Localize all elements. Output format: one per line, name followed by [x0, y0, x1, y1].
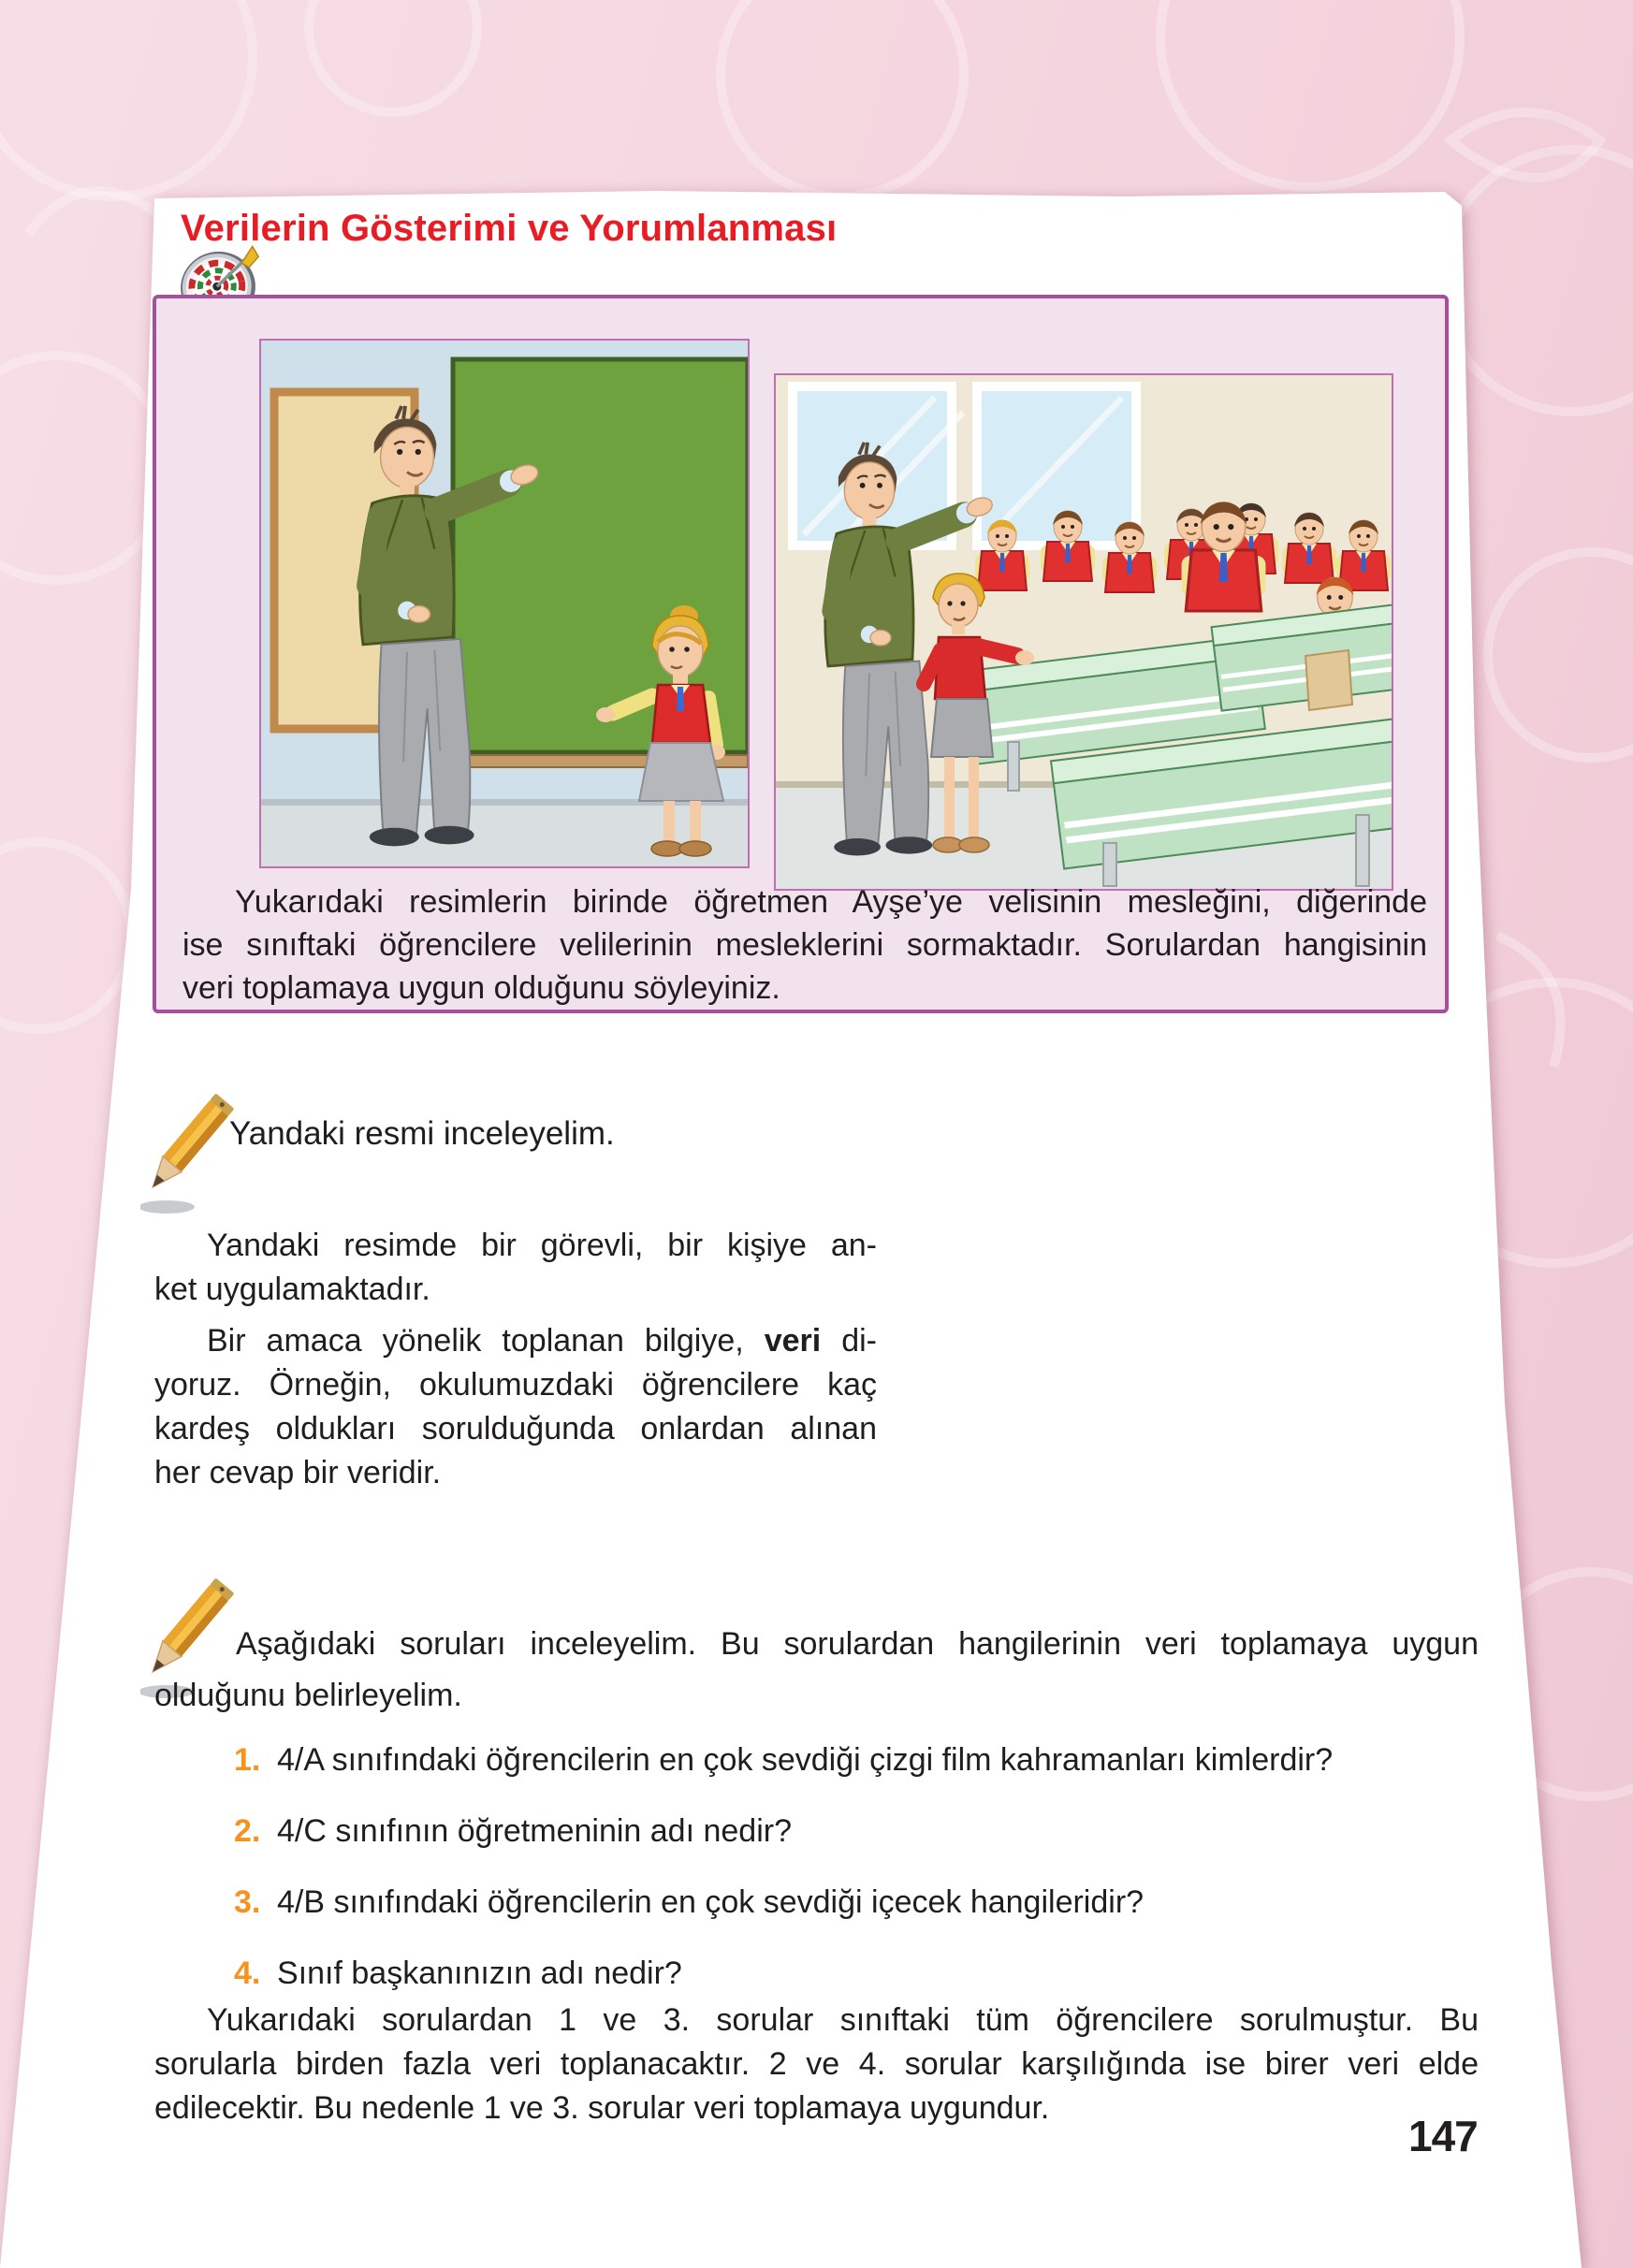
- text-run: di-: [821, 1323, 877, 1359]
- paragraph-line: Yukarıdaki sorulardan 1 ve 3. sorular sınıftaki tüm öğrencilere sorulmuştur. Bu: [207, 2002, 1479, 2038]
- paragraph-line: her cevap bir veridir.: [154, 1455, 442, 1490]
- paragraph-line: sorularla birden fazla veri toplanacaktır. 2 ve 4. sorular karşılığında ise birer veri elde: [154, 2046, 1479, 2082]
- question-item: [234, 1952, 1479, 1996]
- intro-box-text: [182, 880, 1427, 1010]
- section2-lead-line: olduğunu belirleyelim.: [154, 1678, 462, 1713]
- question-text: Sınıf başkanınızın adı nedir?: [277, 1955, 682, 1991]
- paragraph-1: [154, 1224, 877, 1312]
- paragraph-line: edilecektir. Bu nedenle 1 ve 3. sorular veri toplamaya uygundur.: [154, 2090, 1050, 2126]
- body-text-column: [154, 1224, 877, 1495]
- question-item: [234, 1881, 1479, 1925]
- question-text: 4/A sınıfındaki öğrencilerin en çok sevdiği çizgi film kahramanları kimlerdir?: [277, 1742, 1334, 1778]
- bold-term-veri: veri: [764, 1323, 822, 1359]
- question-text: 4/C sınıfının öğretmeninin adı nedir?: [277, 1813, 792, 1849]
- classroom-illustration-teacher-and-girl: [259, 339, 750, 868]
- intro-activity-box: [153, 295, 1449, 1013]
- paragraph-line: Yandaki resimde bir görevli, bir kişiye an-: [207, 1228, 877, 1263]
- question-text: 4/B sınıfındaki öğrencilerin en çok sevdiği içecek hangileridir?: [277, 1884, 1145, 1920]
- paragraph-line: ket uygulamaktadır.: [154, 1272, 430, 1307]
- paragraph-line: [154, 1319, 877, 1363]
- intro-line: ise sınıftaki öğrencilere velilerinin mesleklerini sormaktadır. Sorulardan hangisinin: [182, 927, 1427, 963]
- text-run: Bir amaca yönelik toplanan bilgiye,: [207, 1323, 765, 1359]
- section1-lead: Yandaki resmi inceleyelim.: [229, 1115, 615, 1152]
- question-number: 3.: [234, 1884, 261, 1920]
- question-item: [234, 1810, 1479, 1854]
- survey-illustration: [891, 1083, 1460, 1596]
- question-number: 4.: [234, 1955, 261, 1991]
- pencil-icon: [140, 1076, 234, 1216]
- classroom-illustration-whole-class: [774, 373, 1393, 891]
- question-list: [234, 1738, 1479, 2023]
- paragraph-line: yoruz. Örneğin, okulumuzdaki öğrencilere kaç: [154, 1367, 877, 1403]
- page-title: Verilerin Gösterimi ve Yorumlanması: [181, 208, 838, 249]
- section2-lead-line: Aşağıdaki soruları inceleyelim. Bu sorulardan hangilerinin veri toplamaya uygun: [236, 1626, 1479, 1662]
- conclusion-paragraph: [154, 1999, 1479, 2130]
- paragraph-line: kardeş oldukları sorulduğunda onlardan alınan: [154, 1411, 877, 1447]
- page-number: 147: [1408, 2112, 1478, 2160]
- intro-line: Yukarıdaki resimlerin birinde öğretmen Ayşe’ye velisinin mesleğini, diğerinde: [235, 884, 1427, 920]
- woman-figure: [1323, 1197, 1397, 1573]
- question-number: 1.: [234, 1742, 261, 1778]
- surveyor-figure: [1130, 1151, 1295, 1577]
- question-item: [234, 1738, 1479, 1782]
- paragraph-2: [154, 1319, 877, 1495]
- intro-line: veri toplamaya uygun olduğunu söyleyiniz.: [182, 970, 780, 1006]
- question-number: 2.: [234, 1813, 261, 1849]
